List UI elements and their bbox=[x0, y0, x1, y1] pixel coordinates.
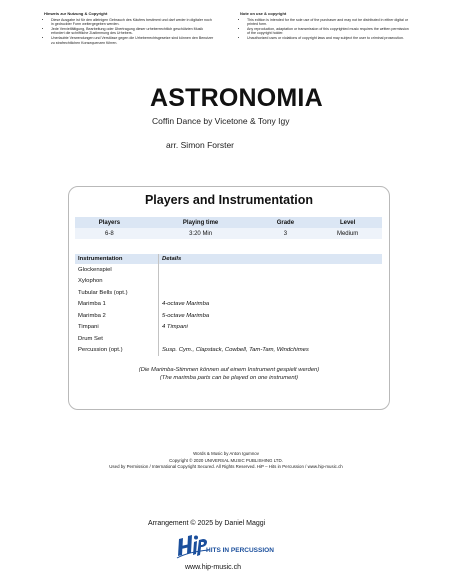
instrument-details bbox=[159, 276, 383, 288]
notice-german-heading: Hinweis zur Nutzung & Copyright bbox=[44, 11, 108, 16]
table-row bbox=[75, 322, 382, 334]
credits-line-copyright: Copyright © 2020 UNIVERSAL MUSIC PUBLISHING LTD. bbox=[169, 457, 283, 463]
notice-german-item: • Unerlaubte Verwendungen und Verstösse gegen die Urheberrechtsgesetze sind können den Benutzer zu strafrechtlichen Konsequenzen führen. bbox=[51, 36, 214, 45]
marimba-note-english: (The marimba parts can be played on one instrument) bbox=[159, 375, 299, 381]
hip-logo bbox=[176, 533, 286, 561]
website-link[interactable]: www.hip-music.ch bbox=[185, 564, 242, 571]
stats-value-playing-time: 3:20 Min bbox=[144, 228, 258, 239]
panel-title: Players and Instrumentation bbox=[144, 193, 314, 207]
credits-line-permission: Used by Permission / International Copyright Secured. All Rights Reserved. HiP – Hits in Percussion / www.hip-music.ch bbox=[109, 464, 343, 470]
notice-german-item: • Diese Ausgabe ist für den alleinigen Gebrauch des Käufers bestimmt und darf weder in digitaler noch in gedruckter Form weitergegeben werden. bbox=[51, 18, 214, 27]
notice-english-list bbox=[240, 18, 410, 41]
instrument-name: Drum Set bbox=[78, 335, 103, 342]
table-row bbox=[75, 333, 382, 345]
table-row bbox=[75, 276, 382, 288]
table-row bbox=[75, 299, 382, 311]
table-row bbox=[75, 310, 382, 322]
instrument-name: Xylophon bbox=[78, 278, 103, 285]
hip-logo-icon bbox=[176, 533, 210, 561]
instrument-name: Percussion (opt.) bbox=[78, 347, 123, 354]
instrument-name: Marimba 1 bbox=[78, 301, 106, 308]
instrument-details bbox=[159, 264, 383, 276]
stats-header-level: Level bbox=[313, 217, 382, 228]
table-row bbox=[75, 345, 382, 357]
page-title: ASTRONOMIA bbox=[150, 84, 323, 112]
hip-logo-text: HITS IN PERCUSSION bbox=[206, 547, 274, 554]
stats-header-row bbox=[75, 217, 382, 228]
instrument-details bbox=[159, 287, 383, 299]
marimba-note-german: (Die Marimba-Stimmen können auf einem Instrument gespielt werden) bbox=[138, 367, 320, 373]
notice-english bbox=[240, 12, 410, 41]
notice-english-item: • Any reproduction, adaptation or transmission of this copyrighted music requires the written permission of the copyright holder. bbox=[247, 27, 410, 36]
instrument-details bbox=[159, 333, 383, 345]
instrument-name: Marimba 2 bbox=[78, 312, 106, 319]
players-instrumentation-panel bbox=[68, 186, 390, 410]
copyright-credits bbox=[0, 451, 452, 471]
stats-value-players: 6-8 bbox=[75, 228, 144, 239]
instrumentation-table bbox=[75, 254, 382, 356]
credits-line-words-music: Words & Music by Anton Igumnov bbox=[193, 451, 259, 456]
instrumentation-header-row bbox=[75, 254, 382, 264]
notice-english-item: • This edition is intended for the sole use of the purchaser and may not be distributed in either digital or printed form. bbox=[247, 18, 410, 27]
notice-english-item: • Unauthorized uses or violations of copyright laws and may subject the user to criminal prosecution. bbox=[247, 36, 410, 41]
notice-german-item: • Jede Vervielfältigung, Bearbeitung oder Übertragung dieser urheberrechtlich geschützten Musik erfordert die schriftliche Zustimmung des Urhebers. bbox=[51, 27, 214, 36]
stats-value-grade: 3 bbox=[257, 228, 313, 239]
instrument-details: 5-octave Marimba bbox=[159, 310, 383, 322]
stats-table bbox=[75, 217, 382, 239]
arrangement-credit: Arrangement © 2025 by Daniel Maggi bbox=[148, 520, 266, 527]
instrument-details: Susp. Cym., Clapstack, Cowbell, Tam-Tam, Windchimes bbox=[159, 345, 383, 357]
instrument-name: Timpani bbox=[78, 324, 99, 331]
stats-header-playing-time: Playing time bbox=[144, 217, 258, 228]
instrumentation-header: Instrumentation bbox=[75, 254, 159, 264]
arranger-credit: arr. Simon Forster bbox=[166, 140, 235, 150]
table-row bbox=[75, 287, 382, 299]
instrument-details: 4-octave Marimba bbox=[159, 299, 383, 311]
subtitle: Coffin Dance by Vicetone & Tony Igy bbox=[152, 116, 290, 126]
stats-value-level: Medium bbox=[313, 228, 382, 239]
notice-english-heading: Note on use & copyright bbox=[240, 11, 287, 16]
table-row bbox=[75, 264, 382, 276]
notice-german bbox=[44, 12, 214, 45]
instrument-name: Glockenspiel bbox=[78, 266, 112, 273]
instrument-details: 4 Timpani bbox=[159, 322, 383, 334]
stats-header-grade: Grade bbox=[257, 217, 313, 228]
stats-header-players: Players bbox=[75, 217, 144, 228]
notice-german-list bbox=[44, 18, 214, 46]
details-header: Details bbox=[159, 254, 383, 264]
instrument-name: Tubular Bells (opt.) bbox=[78, 289, 128, 296]
stats-value-row bbox=[75, 228, 382, 239]
